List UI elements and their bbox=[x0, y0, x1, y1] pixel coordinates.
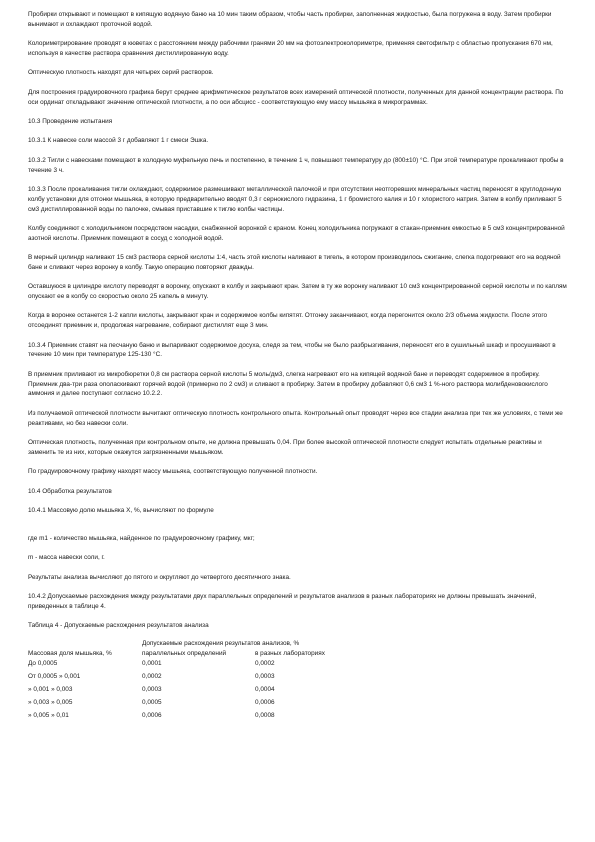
paragraph-10-3-1: 10.3.1 К навеске соли массой 3 г добавляют 1 г смеси Эшка. bbox=[28, 137, 209, 145]
cell-parallel: 0,0003 bbox=[142, 685, 162, 693]
cell-parallel: 0,0002 bbox=[142, 672, 162, 680]
table-header-row bbox=[28, 635, 375, 659]
paragraph-distillation: Когда в воронке останется 1-2 капли кислоты, закрывают кран и содержимое колбы кипятят. Отгонку заканчивают, когда перегонится около 2/3 объема жидкости. После этого отсоединят приемник и, продолжая нагревание, собирают дистиллят еще 3 мин. bbox=[28, 312, 548, 330]
header-labs: в разных лабораториях bbox=[255, 650, 325, 658]
tolerance-table bbox=[28, 635, 375, 724]
paragraph-microburette: В приемник приливают из микробюретки 0,8 см раствора серной кислоты 5 моль/дм3, слегка нагревают его на кипящей водяной бане и переводят содержимое в пробирку. Приемник два-три раза ополаскивают горячей водой (примерно по 2 см3) и сливают в пробирку. Затем в пробирку добавляют 0,6 см3 1 %-ного раствора молибденовокислого аммония и далее поступают согласно 10.2.2. bbox=[28, 370, 548, 398]
table-row bbox=[28, 711, 375, 724]
cell-labs: 0,0003 bbox=[255, 672, 275, 680]
paragraph-10-3-4: 10.3.4 Приемник ставят на песчаную баню и выпаривают содержимое досуха, следя за тем, чтобы не было разбрызгивания, переносят его в сушильный шкаф и просушивают в течение 10 мин при температуре 125-130 °С. bbox=[28, 341, 556, 359]
header-tolerance-title: Допускаемые расхождения результатов анализов, % bbox=[142, 640, 300, 648]
table-row bbox=[28, 685, 375, 698]
header-mass-fraction: Массовая доля мышьяка, % bbox=[28, 650, 112, 658]
paragraph-10-3-2: 10.3.2 Тигли с навесками помещают в холодную муфельную печь и постепенно, в течение 1 ч, повышают температуру до (800±10) °С. При этой температуре прокаливают пробы в течение 3 ч. bbox=[28, 156, 564, 174]
paragraph-measuring-cylinder: В мерный цилиндр наливают 15 см3 раствора серной кислоты 1:4, часть этой кислоты наливают в тигель, в котором производилось сжигание, слегка подогревают его на водяной бане и сливают через воронку в колбу. Такую операцию повторяют дважды. bbox=[28, 254, 561, 271]
paragraph-where-m1: где m1 - количество мышьяка, найденное по градуировочному графику, мкг; bbox=[28, 534, 255, 542]
table-row bbox=[28, 698, 375, 711]
paragraph-where-m: m - масса навески соли, г. bbox=[28, 554, 105, 562]
paragraph-rounding: Результаты анализа вычисляют до пятого и округляют до четвертого десятичного знака. bbox=[28, 573, 291, 581]
paragraph-calibration-graph: Для построения градуировочного графика берут среднее арифметическое результатов всех измерений оптической плотности, полученных для данной концентрации раствора. По оси ординат откладывают значение оптической плотности, а по оси абсцисс - соответствующую ему массу мышьяка в микрограммах. bbox=[28, 88, 564, 106]
cell-labs: 0,0008 bbox=[255, 711, 275, 719]
document-page bbox=[28, 10, 568, 724]
cell-labs: 0,0004 bbox=[255, 685, 275, 693]
paragraph-condenser: Колбу соединяют с холодильником посредством насадки, снабженной воронкой с краном. Конец холодильника погружают в стакан-приемник емкостью в 5 см3 концентрированной азотной кислоты. Приемник помещают в сосуд с холодной водой. bbox=[28, 224, 565, 242]
header-parallel: параллельных определений bbox=[142, 650, 227, 658]
paragraph-control-subtraction: Из получаемой оптической плотности вычитают оптическую плотность контрольного опыта. Контрольный опыт проводят через все стадии анализа при тех же условиях, с теми же реактивами, но без навески соли. bbox=[28, 409, 563, 427]
header-tolerance-group bbox=[142, 635, 375, 659]
paragraph-arsenic-mass: По градуировочному графику находят массу мышьяка, соответствующую полученной плотности. bbox=[28, 468, 318, 476]
cell-labs: 0,0002 bbox=[255, 659, 275, 667]
paragraph-10-4-1: 10.4.1 Массовую долю мышьяка Х, %, вычисляют по формуле bbox=[28, 506, 214, 514]
paragraph-10-4-2: 10.4.2 Допускаемые расхождения между результатами двух параллельных определений и результатов анализов в разных лабораториях не должны превышать значений, приведенных в таблице 4. bbox=[28, 592, 537, 610]
paragraph-optical-density: Оптическую плотность находят для четырех серий растворов. bbox=[28, 69, 214, 77]
cell-range: » 0,005 » 0,01 bbox=[28, 711, 69, 719]
cell-range: От 0,0005 » 0,001 bbox=[28, 672, 81, 680]
paragraph-control-limit: Оптическая плотность, полученная при контрольном опыте, не должна превышать 0,04. При более высокой оптической плотности следует испытать отдельные реактивы и заменить те из них, которые окажутся загрязненными мышьяком. bbox=[28, 439, 542, 456]
table-row bbox=[28, 659, 375, 672]
cell-range: » 0,001 » 0,003 bbox=[28, 685, 73, 693]
cell-range: До 0,0005 bbox=[28, 659, 58, 667]
cell-parallel: 0,0005 bbox=[142, 698, 162, 706]
cell-labs: 0,0006 bbox=[255, 698, 275, 706]
section-heading-10-4: 10.4 Обработка результатов bbox=[28, 487, 112, 495]
section-heading-10-3: 10.3 Проведение испытания bbox=[28, 117, 113, 125]
cell-range: » 0,003 » 0,005 bbox=[28, 698, 73, 706]
paragraph-test-tubes: Пробирки открывают и помещают в кипящую водяную баню на 10 мин таким образом, чтобы часть пробирки, заполненная жидкостью, была погружена в воду. Затем пробирки вынимают и охлаждают проточной водой. bbox=[28, 11, 552, 28]
cell-parallel: 0,0001 bbox=[142, 659, 162, 667]
table-row bbox=[28, 672, 375, 685]
table-caption: Таблица 4 - Допускаемые расхождения результатов анализа bbox=[28, 622, 209, 630]
cell-parallel: 0,0006 bbox=[142, 711, 162, 719]
paragraph-colorimetry: Колориметрирование проводят в кюветах с расстоянием между рабочими гранями 20 мм на фотоэлектроколориметре, применяя светофильтр с областью пропускания 670 нм, используя в качестве раствора сравнения дистиллированную воду. bbox=[28, 40, 553, 57]
paragraph-10-3-3: 10.3.3 После прокаливания тигли охлаждают, содержимое размешивают металлической палочкой и при отсутствии неотгоревших минеральных частиц переносят в круглодонную колбу установки для отгонки мышьяка, в которую предварительно вводят 0,3 г сернокислого гидразина, 1 г бромистого калия и 10 г хлористого натрия. Затем в колбу приливают 5 см3 дистиллированной воды по палочке, смывая приставшие к тиглю колбы частицы. bbox=[28, 185, 562, 213]
paragraph-remaining-acid: Оставшуюся в цилиндре кислоту переводят в воронку, опускают в колбу и закрывают кран. Затем в ту же воронку наливают 10 см3 концентрированной серной кислоты и по каплям опускают ее в колбу со скоростью около 25 капель в минуту. bbox=[28, 283, 567, 301]
